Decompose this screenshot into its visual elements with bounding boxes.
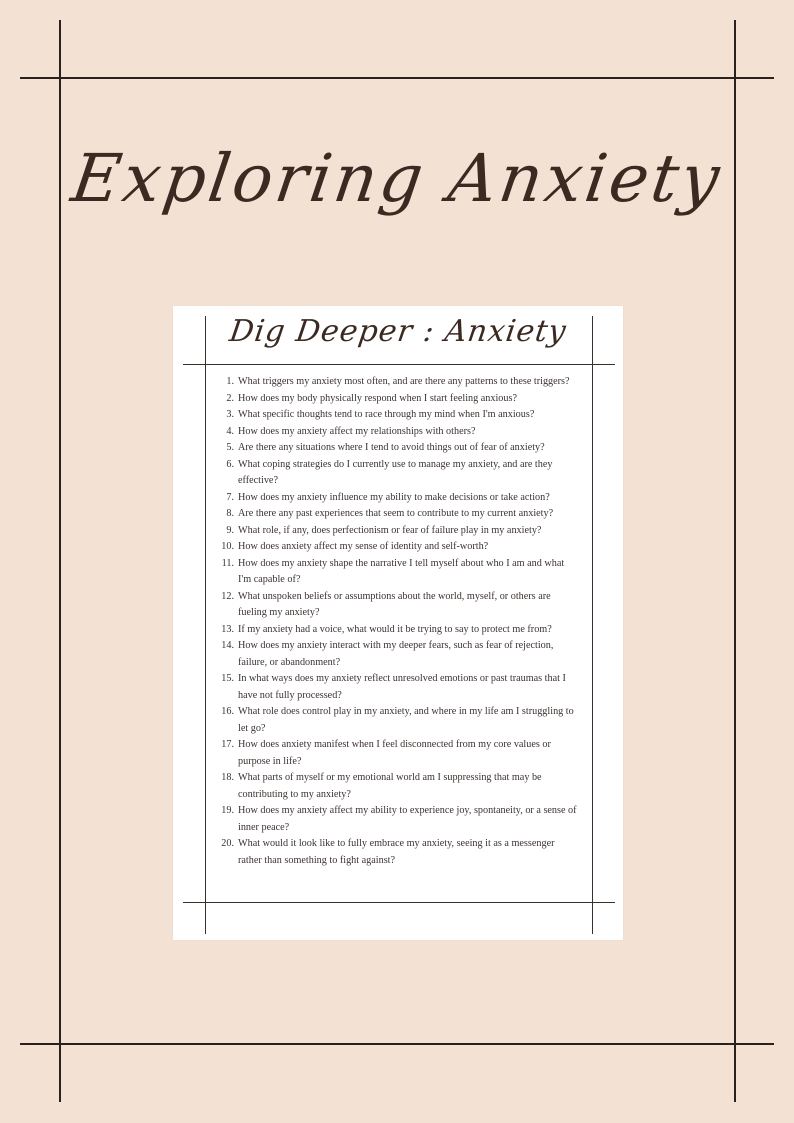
question-number: 19. (221, 805, 234, 816)
question-list (215, 374, 577, 869)
question-text: How does my anxiety influence my ability to make decisions or take action? (238, 491, 550, 503)
question-text: How does anxiety manifest when I feel disconnected from my core values or purpose in life? (238, 739, 551, 767)
question-number: 15. (221, 673, 234, 684)
question-number: 3. (226, 409, 234, 420)
question-text: What role does control play in my anxiety, and where in my life am I struggling to let go? (238, 706, 574, 734)
question-number: 5. (226, 442, 234, 453)
question-item (215, 770, 577, 803)
question-text: What parts of myself or my emotional world am I suppressing that may be contributing to my anxiety? (238, 772, 542, 800)
question-number: 18. (221, 772, 234, 783)
sheet-line-top (183, 364, 615, 365)
sheet-line-left (205, 316, 206, 934)
question-text: What role, if any, does perfectionism or fear of failure play in my anxiety? (238, 524, 542, 536)
question-item (215, 539, 577, 556)
question-item (215, 556, 577, 589)
question-item (215, 704, 577, 737)
question-item (215, 671, 577, 704)
sheet-line-bottom (183, 902, 615, 903)
question-item (215, 391, 577, 408)
question-number: 20. (221, 838, 234, 849)
sheet-line-right (592, 316, 593, 934)
question-text: If my anxiety had a voice, what would it be trying to say to protect me from? (238, 623, 552, 635)
question-text: How does my body physically respond when I start feeling anxious? (238, 392, 517, 404)
question-number: 6. (226, 458, 234, 470)
question-text: What triggers my anxiety most often, and are there any patterns to these triggers? (238, 376, 570, 387)
question-text: How does my anxiety affect my relationships with others? (238, 425, 476, 437)
question-number: 10. (221, 541, 234, 552)
question-text: How does anxiety affect my sense of identity and self-worth? (238, 541, 489, 552)
question-text: How does my anxiety shape the narrative I tell myself about who I am and what I'm capable of? (238, 557, 565, 585)
question-item (215, 589, 577, 622)
question-text: What specific thoughts tend to race through my mind when I'm anxious? (238, 409, 535, 420)
question-item (215, 490, 577, 507)
question-item (215, 523, 577, 540)
question-number: 17. (221, 739, 234, 750)
frame-line-bottom (20, 1043, 774, 1045)
question-item (215, 803, 577, 836)
question-text: What coping strategies do I currently use to manage my anxiety, and are they effective? (238, 458, 553, 486)
question-text: Are there any past experiences that seem to contribute to my current anxiety? (238, 508, 554, 519)
question-item (215, 440, 577, 457)
sheet-title: Dig Deeper : Anxiety (227, 314, 569, 349)
frame-line-top (20, 77, 774, 79)
question-item (215, 622, 577, 639)
question-number: 12. (221, 590, 234, 602)
question-number: 7. (226, 491, 234, 503)
question-number: 16. (221, 706, 234, 717)
question-number: 8. (226, 508, 234, 519)
question-item (215, 638, 577, 671)
question-text: In what ways does my anxiety reflect unresolved emotions or past traumas that I have not fully processed? (238, 673, 566, 701)
question-text: Are there any situations where I tend to avoid things out of fear of anxiety? (238, 442, 545, 453)
question-item (215, 374, 577, 391)
question-item (215, 737, 577, 770)
question-number: 1. (226, 376, 234, 387)
question-item (215, 506, 577, 523)
question-number: 14. (221, 640, 234, 651)
question-number: 4. (226, 425, 234, 437)
question-number: 2. (226, 392, 234, 404)
page-title: Exploring Anxiety (66, 140, 728, 217)
worksheet-preview (173, 306, 623, 940)
question-number: 11. (221, 557, 234, 569)
question-text: How does my anxiety affect my ability to experience joy, spontaneity, or a sense of inner peace? (238, 805, 577, 833)
question-text: What unspoken beliefs or assumptions about the world, myself, or others are fueling my anxiety? (238, 590, 551, 618)
question-item (215, 424, 577, 441)
question-number: 13. (221, 623, 234, 635)
question-item (215, 457, 577, 490)
question-item (215, 836, 577, 869)
question-number: 9. (226, 524, 234, 536)
question-text: How does my anxiety interact with my deeper fears, such as fear of rejection, failure, or abandonment? (238, 640, 554, 668)
question-text: What would it look like to fully embrace my anxiety, seeing it as a messenger rather than something to fight against? (238, 838, 555, 866)
question-item (215, 407, 577, 424)
